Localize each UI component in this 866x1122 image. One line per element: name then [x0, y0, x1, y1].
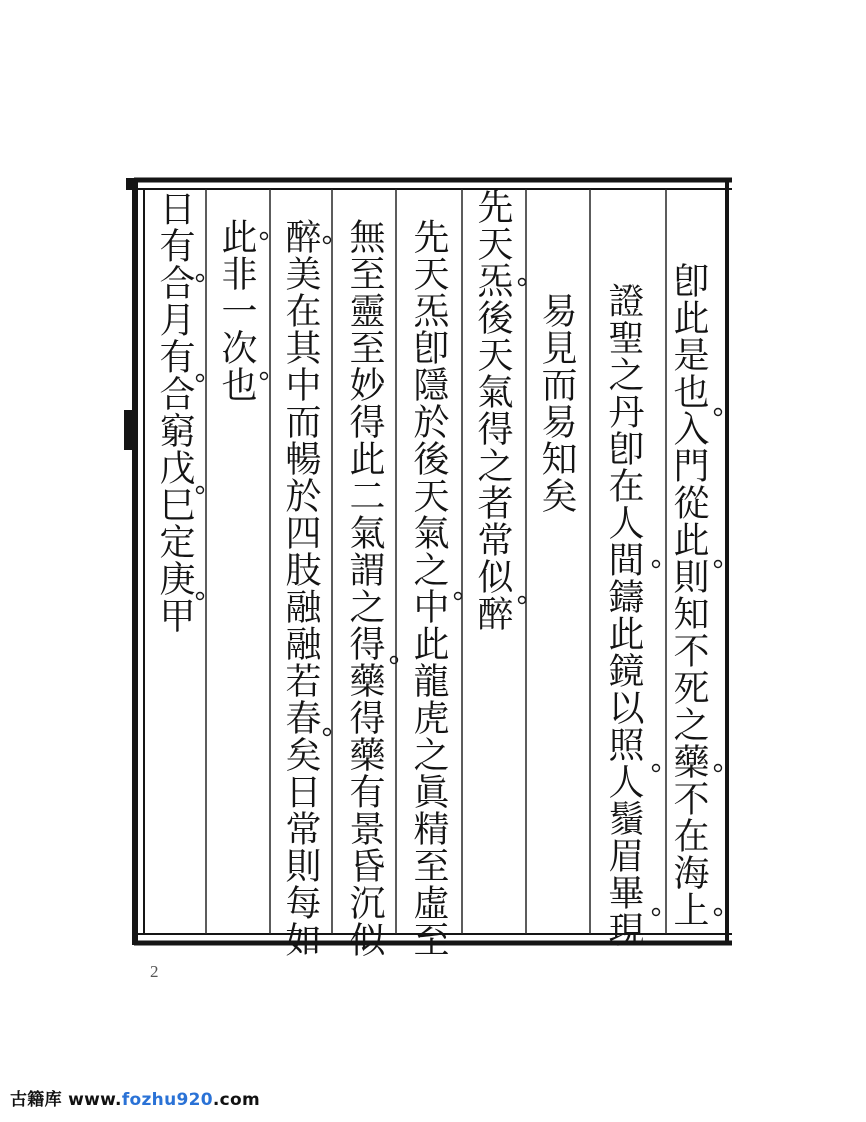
text-column-1: 卽此是也入門從此則知不死之藥不在海上	[668, 262, 709, 928]
punctuation-mark	[197, 593, 204, 600]
punctuation-mark	[324, 729, 331, 736]
punctuation-mark	[653, 909, 660, 916]
binding-mark	[126, 178, 132, 190]
text-column-8: 此非一次也	[216, 218, 257, 403]
watermark-url-brand: fozhu920	[121, 1090, 213, 1110]
punctuation-mark	[324, 237, 331, 244]
page-number: 2	[150, 962, 159, 981]
text-column-5: 先天炁卽隱於後天氣之中此龍虎之眞精至虛至	[408, 218, 449, 958]
punctuation-mark	[715, 561, 722, 568]
punctuation-mark	[519, 597, 526, 604]
watermark-url-prefix: www.	[68, 1090, 122, 1110]
punctuation-mark	[715, 909, 722, 916]
punctuation-mark	[197, 375, 204, 382]
site-watermark	[10, 1085, 260, 1110]
punctuation-mark	[653, 561, 660, 568]
punctuation-mark	[197, 275, 204, 282]
text-column-4: 先天炁後天氣得之者常似醉	[472, 188, 513, 632]
text-column-3: 易見而易知矣	[536, 292, 577, 514]
text-column-2: 證聖之丹卽在人間鑄此鏡以照人鬚眉畢現	[603, 282, 644, 948]
text-column-9: 日有合月有合窮戊巳定庚甲	[154, 190, 195, 634]
punctuation-mark	[653, 765, 660, 772]
punctuation-mark	[715, 765, 722, 772]
text-column-7: 醉美在其中而暢於四肢融融若春矣日常則每如	[280, 218, 321, 958]
watermark-site-name: 古籍库	[10, 1090, 62, 1110]
punctuation-mark	[261, 373, 268, 380]
punctuation-mark	[261, 233, 268, 240]
binding-mark	[124, 410, 133, 450]
watermark-url-suffix: .com	[212, 1090, 261, 1110]
punctuation-mark	[455, 593, 462, 600]
punctuation-mark	[519, 279, 526, 286]
punctuation-mark	[197, 487, 204, 494]
text-column-6: 無至靈至妙得此二氣謂之得藥得藥有景昏沉似	[344, 218, 385, 958]
punctuation-mark	[715, 409, 722, 416]
